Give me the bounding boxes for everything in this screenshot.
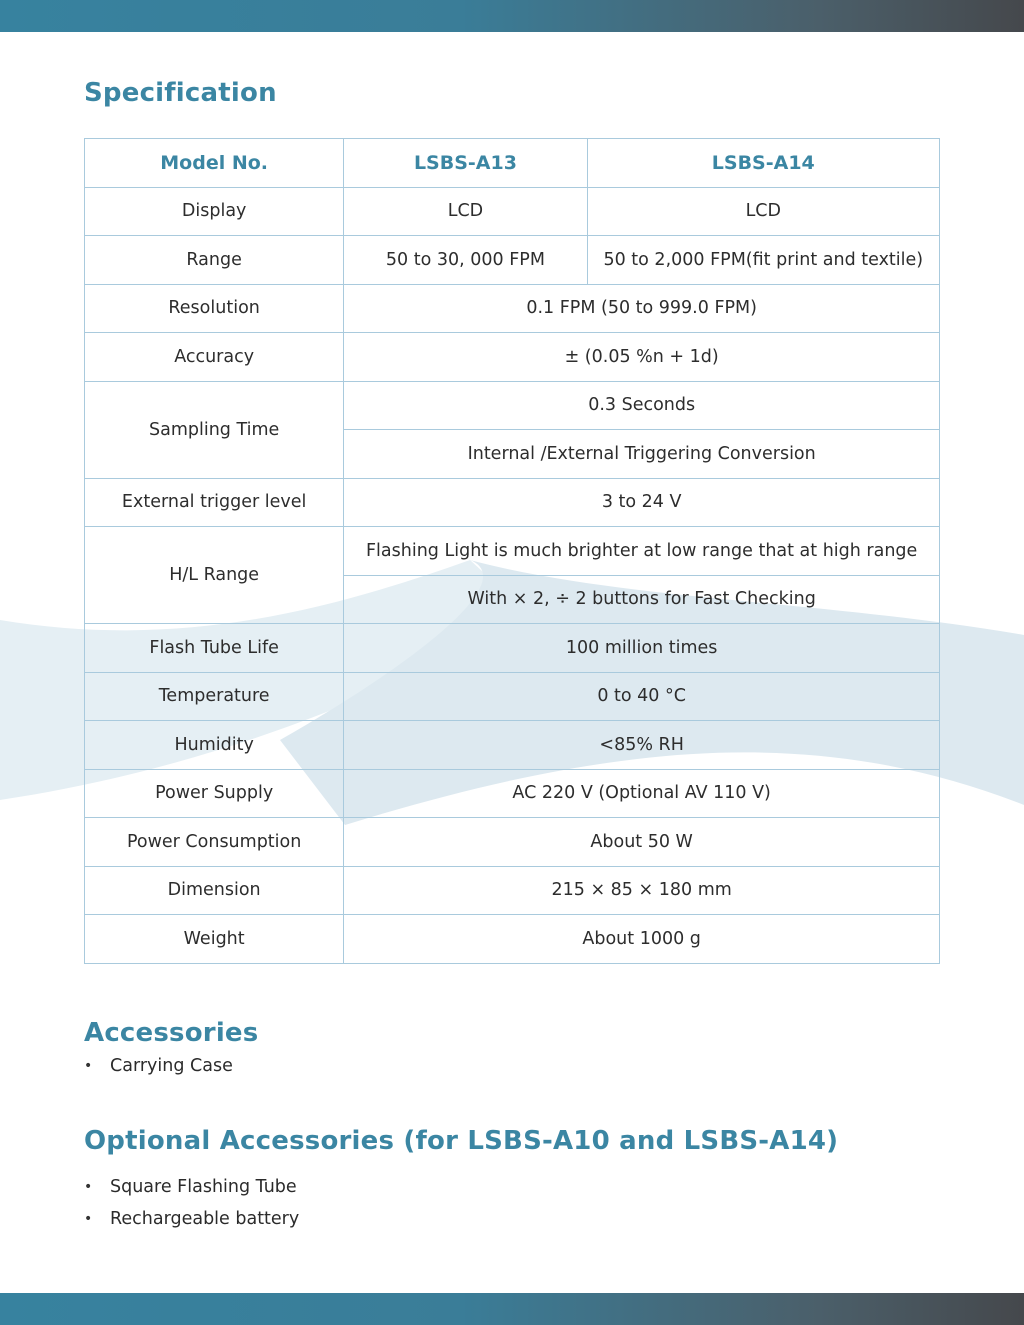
range-a13-value: 50 to 30, 000 FPM <box>344 236 587 285</box>
accessories-list <box>84 1050 233 1082</box>
table-row <box>85 672 940 721</box>
table-row <box>85 478 940 527</box>
list-item: • Carrying Case <box>84 1050 233 1082</box>
header-model-no: Model No. <box>85 139 344 188</box>
table-row <box>85 915 940 964</box>
optional-accessories-heading: Optional Accessories (for LSBS-A10 and LSBS-A14) <box>84 1126 839 1156</box>
flash-tube-life-value: 100 million times <box>344 624 940 673</box>
optional-accessories-list <box>84 1171 299 1235</box>
top-color-band <box>0 0 1024 32</box>
range-a14-value: 50 to 2,000 FPM(fit print and textile) <box>587 236 939 285</box>
row-label-hl-range: H/L Range <box>85 527 344 624</box>
specification-heading: Specification <box>84 78 277 108</box>
list-item: • Rechargeable battery <box>84 1203 299 1235</box>
row-label-range: Range <box>85 236 344 285</box>
row-label-accuracy: Accuracy <box>85 333 344 382</box>
table-row <box>85 721 940 770</box>
row-label-display: Display <box>85 187 344 236</box>
row-label-dimension: Dimension <box>85 866 344 915</box>
row-label-power-consumption: Power Consumption <box>85 818 344 867</box>
specification-table <box>84 138 940 964</box>
row-label-sampling-time: Sampling Time <box>85 381 344 478</box>
power-consumption-value: About 50 W <box>344 818 940 867</box>
external-trigger-value: 3 to 24 V <box>344 478 940 527</box>
table-row <box>85 284 940 333</box>
row-label-humidity: Humidity <box>85 721 344 770</box>
table-row <box>85 527 940 576</box>
power-supply-value: AC 220 V (Optional AV 110 V) <box>344 769 940 818</box>
row-label-flash-tube-life: Flash Tube Life <box>85 624 344 673</box>
display-a14-value: LCD <box>587 187 939 236</box>
table-row <box>85 333 940 382</box>
row-label-external-trigger: External trigger level <box>85 478 344 527</box>
accuracy-value: ± (0.05 %n + 1d) <box>344 333 940 382</box>
table-header-row <box>85 139 940 188</box>
hl-range-value-1: Flashing Light is much brighter at low range that at high range <box>344 527 940 576</box>
humidity-value: <85% RH <box>344 721 940 770</box>
triggering-conversion-value: Internal /External Triggering Conversion <box>344 430 940 479</box>
display-a13-value: LCD <box>344 187 587 236</box>
table-row <box>85 624 940 673</box>
header-lsbs-a13: LSBS-A13 <box>344 139 587 188</box>
weight-value: About 1000 g <box>344 915 940 964</box>
table-row <box>85 381 940 430</box>
resolution-value: 0.1 FPM (50 to 999.0 FPM) <box>344 284 940 333</box>
bottom-color-band <box>0 1293 1024 1325</box>
header-lsbs-a14: LSBS-A14 <box>587 139 939 188</box>
table-row <box>85 769 940 818</box>
hl-range-value-2: With × 2, ÷ 2 buttons for Fast Checking <box>344 575 940 624</box>
table-row <box>85 187 940 236</box>
table-row <box>85 866 940 915</box>
row-label-temperature: Temperature <box>85 672 344 721</box>
list-item: • Square Flashing Tube <box>84 1171 299 1203</box>
row-label-power-supply: Power Supply <box>85 769 344 818</box>
table-row <box>85 818 940 867</box>
sampling-time-value: 0.3 Seconds <box>344 381 940 430</box>
dimension-value: 215 × 85 × 180 mm <box>344 866 940 915</box>
accessories-heading: Accessories <box>84 1018 259 1048</box>
row-label-resolution: Resolution <box>85 284 344 333</box>
row-label-weight: Weight <box>85 915 344 964</box>
table-row <box>85 236 940 285</box>
temperature-value: 0 to 40 °C <box>344 672 940 721</box>
